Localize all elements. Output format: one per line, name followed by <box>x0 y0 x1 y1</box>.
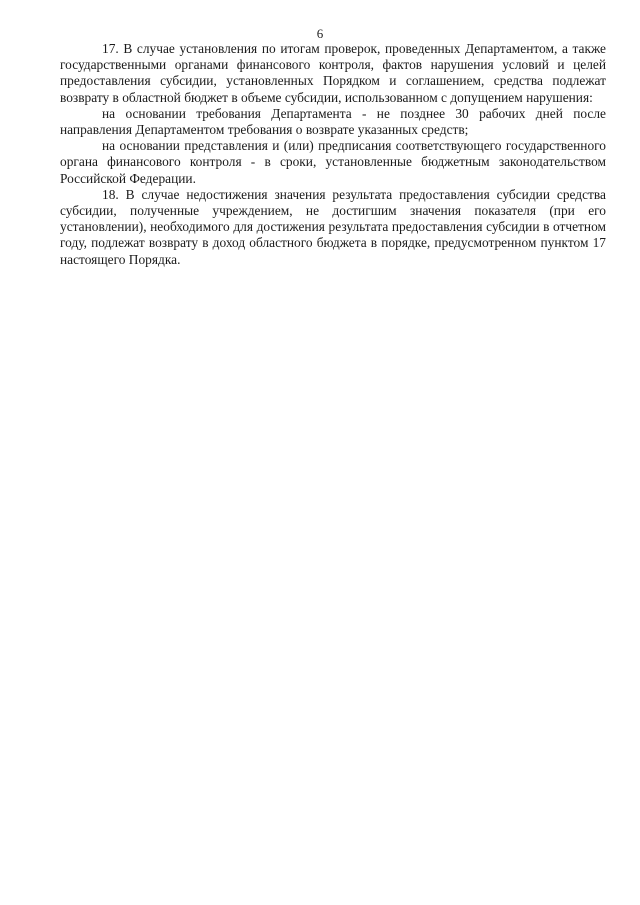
page-number: 6 <box>316 26 324 41</box>
paragraph-17-representation: на основании представления и (или) предписания соответствующего государственного органа финансового контроля - в сроки, установленные бюджетным законодательством Российской Федерации. <box>60 138 606 186</box>
paragraph-18: 18. В случае недостижения значения результата предоставления субсидии средства субсидии, полученные учреждением, не достигшим значения показателя (при его установлении), необходимого для достижения результата предоставления субсидии в отчетном году, подлежат возврату в доход областного бюджета в порядке, предусмотренном пунктом 17 настоящего Порядка. <box>60 186 606 267</box>
paragraph-17: 17. В случае установления по итогам проверок, проведенных Департаментом, а также государственными органами финансового контроля, фактов нарушения условий и целей предоставления субсидии, установленных Порядком и соглашением, средства подлежат возврату в областной бюджет в объеме субсидии, использованном с допущением нарушения: <box>60 41 606 105</box>
document-body <box>60 41 606 268</box>
paragraph-17-requirement: на основании требования Департамента - не позднее 30 рабочих дней после направления Департаментом требования о возврате указанных средств; <box>60 105 606 138</box>
